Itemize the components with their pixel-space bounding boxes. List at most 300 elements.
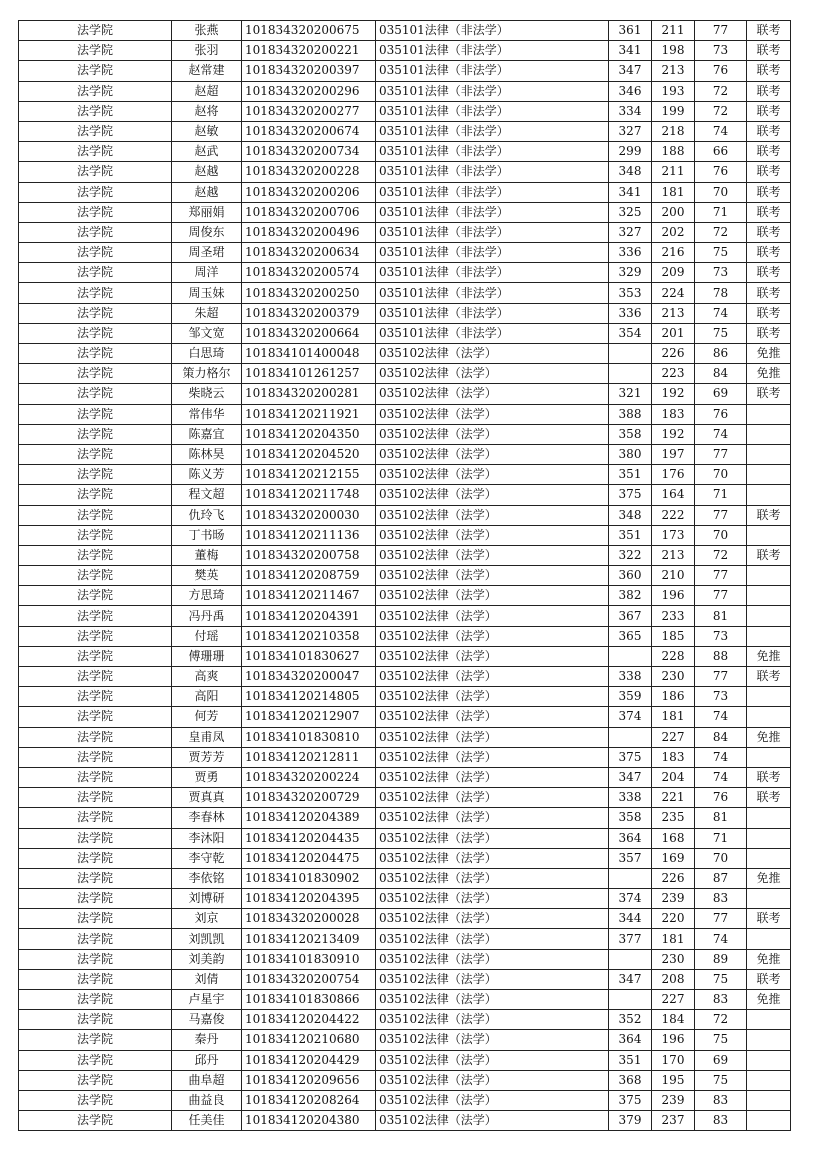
total-score-cell: 76 — [695, 162, 747, 182]
note-cell: 联考 — [747, 61, 791, 81]
name-cell: 仇玲飞 — [172, 505, 242, 525]
name-cell: 樊英 — [172, 566, 242, 586]
retest-score-cell: 183 — [652, 747, 695, 767]
retest-score-cell: 213 — [652, 545, 695, 565]
exam-id-cell: 101834101830627 — [242, 646, 376, 666]
prelim-score-cell: 344 — [609, 909, 652, 929]
note-cell: 联考 — [747, 101, 791, 121]
retest-score-cell: 169 — [652, 848, 695, 868]
note-cell — [747, 929, 791, 949]
total-score-cell: 71 — [695, 485, 747, 505]
college-cell: 法学院 — [19, 1030, 172, 1050]
prelim-score-cell: 347 — [609, 61, 652, 81]
prelim-score-cell: 374 — [609, 707, 652, 727]
exam-id-cell: 101834320200729 — [242, 788, 376, 808]
college-cell: 法学院 — [19, 848, 172, 868]
total-score-cell: 75 — [695, 1030, 747, 1050]
major-cell: 035101法律（非法学） — [376, 303, 609, 323]
major-cell: 035102法律（法学） — [376, 1070, 609, 1090]
name-cell: 周洋 — [172, 263, 242, 283]
retest-score-cell: 181 — [652, 707, 695, 727]
name-cell: 邱丹 — [172, 1050, 242, 1070]
college-cell: 法学院 — [19, 1070, 172, 1090]
table-row — [19, 545, 791, 565]
note-cell: 联考 — [747, 384, 791, 404]
college-cell: 法学院 — [19, 646, 172, 666]
name-cell: 冯丹禹 — [172, 606, 242, 626]
total-score-cell: 83 — [695, 990, 747, 1010]
prelim-score-cell — [609, 727, 652, 747]
name-cell: 皇甫凤 — [172, 727, 242, 747]
total-score-cell: 76 — [695, 788, 747, 808]
note-cell: 联考 — [747, 243, 791, 263]
major-cell: 035102法律（法学） — [376, 606, 609, 626]
name-cell: 何芳 — [172, 707, 242, 727]
name-cell: 曲阜超 — [172, 1070, 242, 1090]
retest-score-cell: 193 — [652, 81, 695, 101]
retest-score-cell: 164 — [652, 485, 695, 505]
total-score-cell: 77 — [695, 566, 747, 586]
table-row — [19, 162, 791, 182]
exam-id-cell: 101834101830866 — [242, 990, 376, 1010]
total-score-cell: 75 — [695, 1070, 747, 1090]
table-row — [19, 909, 791, 929]
name-cell: 赵超 — [172, 81, 242, 101]
name-cell: 刘凯凯 — [172, 929, 242, 949]
table-row — [19, 929, 791, 949]
major-cell: 035102法律（法学） — [376, 465, 609, 485]
college-cell: 法学院 — [19, 707, 172, 727]
total-score-cell: 75 — [695, 243, 747, 263]
prelim-score-cell: 368 — [609, 1070, 652, 1090]
note-cell: 联考 — [747, 303, 791, 323]
table-row — [19, 990, 791, 1010]
college-cell: 法学院 — [19, 788, 172, 808]
name-cell: 刘京 — [172, 909, 242, 929]
college-cell: 法学院 — [19, 485, 172, 505]
major-cell: 035102法律（法学） — [376, 687, 609, 707]
college-cell: 法学院 — [19, 606, 172, 626]
prelim-score-cell: 358 — [609, 808, 652, 828]
table-row — [19, 606, 791, 626]
prelim-score-cell: 361 — [609, 21, 652, 41]
name-cell: 刘倩 — [172, 969, 242, 989]
prelim-score-cell: 348 — [609, 505, 652, 525]
table-row — [19, 667, 791, 687]
prelim-score-cell: 347 — [609, 767, 652, 787]
exam-id-cell: 101834320200277 — [242, 101, 376, 121]
name-cell: 李守乾 — [172, 848, 242, 868]
retest-score-cell: 224 — [652, 283, 695, 303]
exam-id-cell: 101834320200754 — [242, 969, 376, 989]
note-cell — [747, 465, 791, 485]
college-cell: 法学院 — [19, 61, 172, 81]
retest-score-cell: 230 — [652, 949, 695, 969]
table-row — [19, 81, 791, 101]
name-cell: 程文超 — [172, 485, 242, 505]
exam-id-cell: 101834320200379 — [242, 303, 376, 323]
note-cell: 免推 — [747, 646, 791, 666]
prelim-score-cell: 341 — [609, 41, 652, 61]
total-score-cell: 71 — [695, 202, 747, 222]
prelim-score-cell: 351 — [609, 465, 652, 485]
prelim-score-cell: 375 — [609, 485, 652, 505]
prelim-score-cell — [609, 990, 652, 1010]
name-cell: 郑丽娟 — [172, 202, 242, 222]
name-cell: 周俊东 — [172, 222, 242, 242]
total-score-cell: 77 — [695, 505, 747, 525]
major-cell: 035102法律（法学） — [376, 646, 609, 666]
major-cell: 035102法律（法学） — [376, 848, 609, 868]
retest-score-cell: 213 — [652, 61, 695, 81]
retest-score-cell: 213 — [652, 303, 695, 323]
name-cell: 付瑶 — [172, 626, 242, 646]
retest-score-cell: 192 — [652, 384, 695, 404]
prelim-score-cell: 353 — [609, 283, 652, 303]
exam-id-cell: 101834320200496 — [242, 222, 376, 242]
table-row — [19, 465, 791, 485]
note-cell — [747, 424, 791, 444]
prelim-score-cell: 347 — [609, 969, 652, 989]
name-cell: 董梅 — [172, 545, 242, 565]
prelim-score-cell: 359 — [609, 687, 652, 707]
exam-id-cell: 101834320200281 — [242, 384, 376, 404]
retest-score-cell: 183 — [652, 404, 695, 424]
total-score-cell: 74 — [695, 303, 747, 323]
note-cell: 联考 — [747, 41, 791, 61]
exam-id-cell: 101834320200228 — [242, 162, 376, 182]
total-score-cell: 74 — [695, 767, 747, 787]
prelim-score-cell: 336 — [609, 243, 652, 263]
name-cell: 赵常建 — [172, 61, 242, 81]
exam-id-cell: 101834120212155 — [242, 465, 376, 485]
retest-score-cell: 195 — [652, 1070, 695, 1090]
exam-id-cell: 101834120208759 — [242, 566, 376, 586]
total-score-cell: 73 — [695, 263, 747, 283]
name-cell: 周圣珺 — [172, 243, 242, 263]
note-cell: 联考 — [747, 121, 791, 141]
note-cell — [747, 444, 791, 464]
prelim-score-cell: 380 — [609, 444, 652, 464]
note-cell — [747, 828, 791, 848]
name-cell: 李春林 — [172, 808, 242, 828]
college-cell: 法学院 — [19, 121, 172, 141]
name-cell: 张燕 — [172, 21, 242, 41]
total-score-cell: 74 — [695, 707, 747, 727]
retest-score-cell: 216 — [652, 243, 695, 263]
exam-id-cell: 101834320200706 — [242, 202, 376, 222]
college-cell: 法学院 — [19, 566, 172, 586]
note-cell: 联考 — [747, 283, 791, 303]
total-score-cell: 83 — [695, 1111, 747, 1131]
major-cell: 035102法律（法学） — [376, 485, 609, 505]
prelim-score-cell: 322 — [609, 545, 652, 565]
total-score-cell: 73 — [695, 687, 747, 707]
college-cell: 法学院 — [19, 1090, 172, 1110]
retest-score-cell: 202 — [652, 222, 695, 242]
table-row — [19, 202, 791, 222]
retest-score-cell: 184 — [652, 1010, 695, 1030]
major-cell: 035102法律（法学） — [376, 626, 609, 646]
table-row — [19, 868, 791, 888]
major-cell: 035101法律（非法学） — [376, 101, 609, 121]
retest-score-cell: 181 — [652, 929, 695, 949]
college-cell: 法学院 — [19, 162, 172, 182]
note-cell — [747, 889, 791, 909]
name-cell: 朱超 — [172, 303, 242, 323]
major-cell: 035102法律（法学） — [376, 384, 609, 404]
prelim-score-cell: 375 — [609, 1090, 652, 1110]
name-cell: 柴晓云 — [172, 384, 242, 404]
major-cell: 035101法律（非法学） — [376, 263, 609, 283]
prelim-score-cell: 357 — [609, 848, 652, 868]
exam-id-cell: 101834320200675 — [242, 21, 376, 41]
table-row — [19, 848, 791, 868]
retest-score-cell: 235 — [652, 808, 695, 828]
name-cell: 秦丹 — [172, 1030, 242, 1050]
prelim-score-cell: 325 — [609, 202, 652, 222]
total-score-cell: 74 — [695, 424, 747, 444]
prelim-score-cell: 367 — [609, 606, 652, 626]
exam-id-cell: 101834320200574 — [242, 263, 376, 283]
table-row — [19, 727, 791, 747]
major-cell: 035102法律（法学） — [376, 424, 609, 444]
college-cell: 法学院 — [19, 384, 172, 404]
retest-score-cell: 211 — [652, 21, 695, 41]
total-score-cell: 74 — [695, 121, 747, 141]
college-cell: 法学院 — [19, 101, 172, 121]
note-cell — [747, 1090, 791, 1110]
table-row — [19, 61, 791, 81]
total-score-cell: 77 — [695, 21, 747, 41]
total-score-cell: 73 — [695, 626, 747, 646]
table-row — [19, 485, 791, 505]
exam-id-cell: 101834320200224 — [242, 767, 376, 787]
total-score-cell: 70 — [695, 848, 747, 868]
exam-id-cell: 101834320200028 — [242, 909, 376, 929]
exam-id-cell: 101834120204429 — [242, 1050, 376, 1070]
table-row — [19, 121, 791, 141]
college-cell: 法学院 — [19, 626, 172, 646]
college-cell: 法学院 — [19, 828, 172, 848]
note-cell: 联考 — [747, 81, 791, 101]
college-cell: 法学院 — [19, 344, 172, 364]
name-cell: 丁书旸 — [172, 525, 242, 545]
prelim-score-cell — [609, 868, 652, 888]
table-row — [19, 344, 791, 364]
note-cell: 联考 — [747, 767, 791, 787]
prelim-score-cell: 321 — [609, 384, 652, 404]
college-cell: 法学院 — [19, 545, 172, 565]
retest-score-cell: 221 — [652, 788, 695, 808]
major-cell: 035101法律（非法学） — [376, 182, 609, 202]
college-cell: 法学院 — [19, 667, 172, 687]
total-score-cell: 72 — [695, 545, 747, 565]
college-cell: 法学院 — [19, 1111, 172, 1131]
major-cell: 035102法律（法学） — [376, 990, 609, 1010]
table-row — [19, 626, 791, 646]
college-cell: 法学院 — [19, 909, 172, 929]
college-cell: 法学院 — [19, 303, 172, 323]
total-score-cell: 77 — [695, 909, 747, 929]
note-cell: 联考 — [747, 162, 791, 182]
prelim-score-cell: 352 — [609, 1010, 652, 1030]
retest-score-cell: 196 — [652, 586, 695, 606]
name-cell: 赵武 — [172, 142, 242, 162]
college-cell: 法学院 — [19, 929, 172, 949]
college-cell: 法学院 — [19, 747, 172, 767]
note-cell — [747, 586, 791, 606]
note-cell: 免推 — [747, 344, 791, 364]
college-cell: 法学院 — [19, 990, 172, 1010]
note-cell: 联考 — [747, 222, 791, 242]
total-score-cell: 66 — [695, 142, 747, 162]
major-cell: 035101法律（非法学） — [376, 21, 609, 41]
college-cell: 法学院 — [19, 868, 172, 888]
total-score-cell: 70 — [695, 525, 747, 545]
name-cell: 赵敏 — [172, 121, 242, 141]
prelim-score-cell — [609, 364, 652, 384]
name-cell: 刘美韵 — [172, 949, 242, 969]
note-cell: 联考 — [747, 323, 791, 343]
major-cell: 035101法律（非法学） — [376, 243, 609, 263]
table-row — [19, 283, 791, 303]
note-cell: 联考 — [747, 788, 791, 808]
prelim-score-cell: 348 — [609, 162, 652, 182]
exam-id-cell: 101834120211748 — [242, 485, 376, 505]
college-cell: 法学院 — [19, 222, 172, 242]
exam-id-cell: 101834120212907 — [242, 707, 376, 727]
name-cell: 赵将 — [172, 101, 242, 121]
note-cell: 联考 — [747, 21, 791, 41]
major-cell: 035101法律（非法学） — [376, 283, 609, 303]
total-score-cell: 88 — [695, 646, 747, 666]
major-cell: 035102法律（法学） — [376, 828, 609, 848]
table-row — [19, 687, 791, 707]
admission-table — [18, 20, 791, 1131]
retest-score-cell: 199 — [652, 101, 695, 121]
total-score-cell: 76 — [695, 61, 747, 81]
college-cell: 法学院 — [19, 889, 172, 909]
major-cell: 035102法律（法学） — [376, 545, 609, 565]
retest-score-cell: 176 — [652, 465, 695, 485]
prelim-score-cell: 351 — [609, 525, 652, 545]
major-cell: 035102法律（法学） — [376, 889, 609, 909]
retest-score-cell: 173 — [652, 525, 695, 545]
exam-id-cell: 101834120204475 — [242, 848, 376, 868]
major-cell: 035102法律（法学） — [376, 929, 609, 949]
name-cell: 周玉妹 — [172, 283, 242, 303]
note-cell — [747, 1010, 791, 1030]
table-row — [19, 566, 791, 586]
note-cell: 免推 — [747, 949, 791, 969]
retest-score-cell: 188 — [652, 142, 695, 162]
table-row — [19, 404, 791, 424]
major-cell: 035101法律（非法学） — [376, 202, 609, 222]
total-score-cell: 73 — [695, 41, 747, 61]
major-cell: 035101法律（非法学） — [376, 41, 609, 61]
note-cell: 联考 — [747, 909, 791, 929]
retest-score-cell: 196 — [652, 1030, 695, 1050]
retest-score-cell: 223 — [652, 364, 695, 384]
exam-id-cell: 101834320200206 — [242, 182, 376, 202]
table-row — [19, 1030, 791, 1050]
table-row — [19, 828, 791, 848]
total-score-cell: 89 — [695, 949, 747, 969]
exam-id-cell: 101834320200664 — [242, 323, 376, 343]
name-cell: 邹文宽 — [172, 323, 242, 343]
college-cell: 法学院 — [19, 424, 172, 444]
table-row — [19, 384, 791, 404]
exam-id-cell: 101834120204422 — [242, 1010, 376, 1030]
name-cell: 马嘉俊 — [172, 1010, 242, 1030]
college-cell: 法学院 — [19, 323, 172, 343]
table-row — [19, 182, 791, 202]
table-row — [19, 303, 791, 323]
retest-score-cell: 209 — [652, 263, 695, 283]
exam-id-cell: 101834320200758 — [242, 545, 376, 565]
retest-score-cell: 181 — [652, 182, 695, 202]
major-cell: 035102法律（法学） — [376, 949, 609, 969]
college-cell: 法学院 — [19, 767, 172, 787]
name-cell: 李沐阳 — [172, 828, 242, 848]
exam-id-cell: 101834120204391 — [242, 606, 376, 626]
retest-score-cell: 222 — [652, 505, 695, 525]
total-score-cell: 72 — [695, 101, 747, 121]
retest-score-cell: 204 — [652, 767, 695, 787]
note-cell — [747, 747, 791, 767]
note-cell: 联考 — [747, 182, 791, 202]
total-score-cell: 70 — [695, 465, 747, 485]
college-cell: 法学院 — [19, 465, 172, 485]
college-cell: 法学院 — [19, 182, 172, 202]
table-row — [19, 969, 791, 989]
note-cell — [747, 1030, 791, 1050]
name-cell: 高爽 — [172, 667, 242, 687]
retest-score-cell: 200 — [652, 202, 695, 222]
exam-id-cell: 101834101830902 — [242, 868, 376, 888]
college-cell: 法学院 — [19, 586, 172, 606]
prelim-score-cell: 379 — [609, 1111, 652, 1131]
major-cell: 035101法律（非法学） — [376, 162, 609, 182]
exam-id-cell: 101834320200397 — [242, 61, 376, 81]
retest-score-cell: 210 — [652, 566, 695, 586]
college-cell: 法学院 — [19, 202, 172, 222]
total-score-cell: 70 — [695, 182, 747, 202]
note-cell — [747, 485, 791, 505]
note-cell: 联考 — [747, 202, 791, 222]
retest-score-cell: 185 — [652, 626, 695, 646]
major-cell: 035102法律（法学） — [376, 444, 609, 464]
major-cell: 035102法律（法学） — [376, 1111, 609, 1131]
major-cell: 035102法律（法学） — [376, 969, 609, 989]
prelim-score-cell: 358 — [609, 424, 652, 444]
prelim-score-cell: 351 — [609, 1050, 652, 1070]
exam-id-cell: 101834101830910 — [242, 949, 376, 969]
exam-id-cell: 101834120204395 — [242, 889, 376, 909]
note-cell: 免推 — [747, 364, 791, 384]
exam-id-cell: 101834320200030 — [242, 505, 376, 525]
college-cell: 法学院 — [19, 243, 172, 263]
retest-score-cell: 168 — [652, 828, 695, 848]
prelim-score-cell: 388 — [609, 404, 652, 424]
exam-id-cell: 101834120211467 — [242, 586, 376, 606]
major-cell: 035102法律（法学） — [376, 1050, 609, 1070]
major-cell: 035102法律（法学） — [376, 525, 609, 545]
retest-score-cell: 198 — [652, 41, 695, 61]
retest-score-cell: 170 — [652, 1050, 695, 1070]
prelim-score-cell: 364 — [609, 1030, 652, 1050]
